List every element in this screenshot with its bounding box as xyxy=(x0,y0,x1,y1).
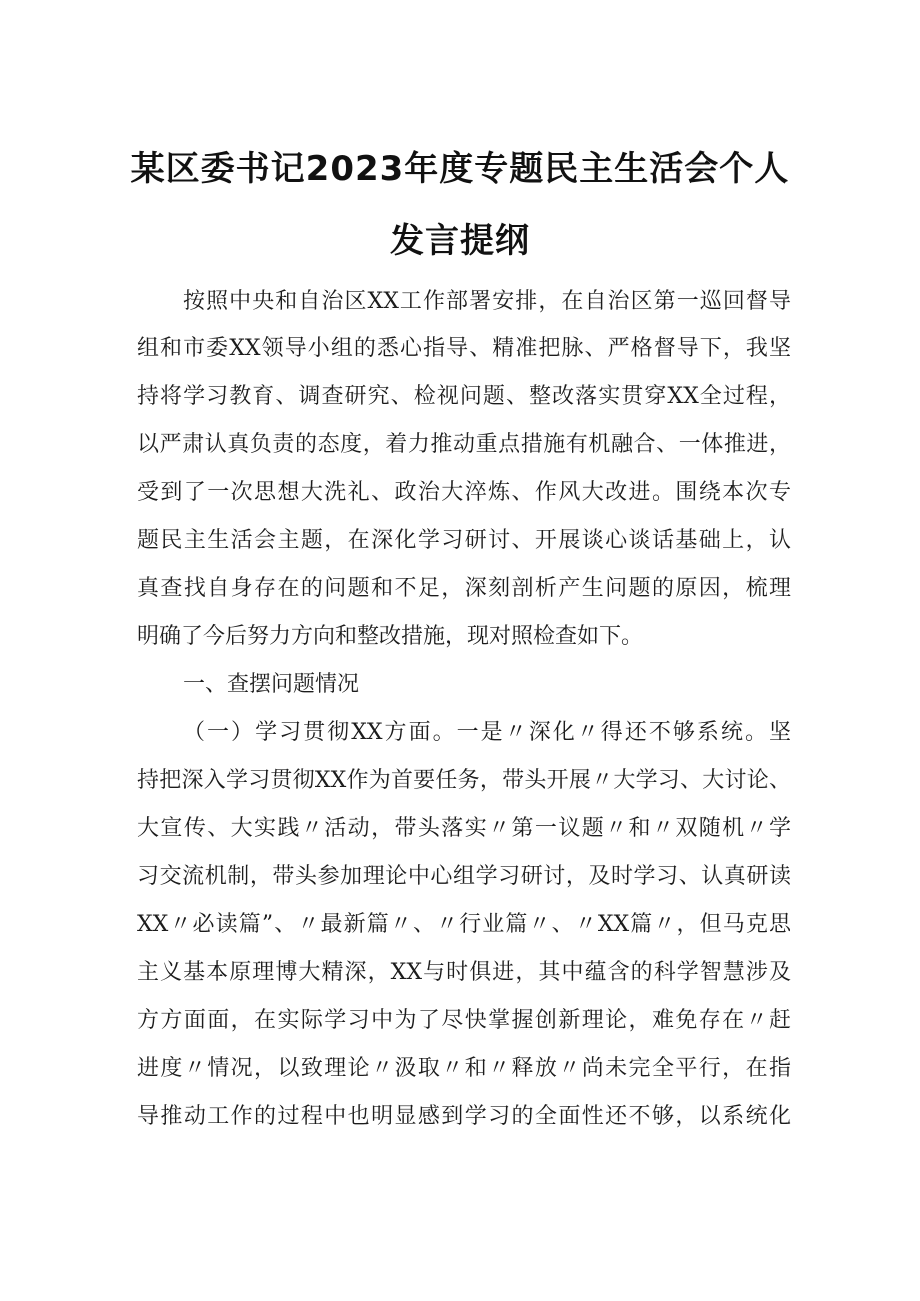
paragraph-2-line: 主义基本原理博大精深，XX与时俱进，其中蕴含的科学智慧涉及 xyxy=(137,960,791,985)
paragraph-2-line: （一）学习贯彻XX方面。一是〃深化〃得还不够系统。坚 xyxy=(183,720,791,745)
section-heading: 一、查摆问题情况 xyxy=(183,672,360,697)
paragraph-1-line: 受到了一次思想大洗礼、政治大淬炼、作风大改进。围绕本次专 xyxy=(137,480,791,505)
paragraph-1-line: 组和市委XX领导小组的悉心指导、精准把脉、严格督导下，我坚 xyxy=(137,336,791,361)
paragraph-2-line: 导推动工作的过程中也明显感到学习的全面性还不够，以系统化 xyxy=(137,1104,791,1129)
paragraph-1-line: 题民主生活会主题，在深化学习研讨、开展谈心谈话基础上，认 xyxy=(137,528,791,553)
document-title-line-2: 发言提纲 xyxy=(390,221,530,261)
paragraph-1-line: 真查找自身存在的问题和不足，深刻剖析产生问题的原因，梳理 xyxy=(137,576,791,601)
paragraph-2-line: 习交流机制，带头参加理论中心组学习研讨，及时学习、认真研读 xyxy=(137,864,791,889)
paragraph-2-line: 进度〃情况，以致理论〃汲取〃和〃释放〃尚未完全平行，在指 xyxy=(137,1056,791,1081)
paragraph-1-line: 按照中央和自治区XX工作部署安排，在自治区第一巡回督导 xyxy=(183,289,791,314)
document-title-line-1: 某区委书记2023年度专题民主生活会个人 xyxy=(130,149,790,189)
paragraph-2-line: XX〃必读篇”、〃最新篇〃、〃行业篇〃、〃XX篇〃，但马克思 xyxy=(137,912,791,937)
paragraph-2-line: 持把深入学习贯彻XX作为首要任务，带头开展〃大学习、大讨论、 xyxy=(137,768,791,793)
paragraph-1-line: 以严肃认真负责的态度，着力推动重点措施有机融合、一体推进， xyxy=(137,432,791,457)
paragraph-1-line: 明确了今后努力方向和整改措施，现对照检查如下。 xyxy=(137,624,644,649)
paragraph-1-line: 持将学习教育、调查研究、检视问题、整改落实贯穿XX全过程， xyxy=(137,384,791,409)
paragraph-2-line: 方方面面，在实际学习中为了尽快掌握创新理论，难免存在〃赶 xyxy=(137,1008,791,1033)
paragraph-2-line: 大宣传、大实践〃活动，带头落实〃第一议题〃和〃双随机〃学 xyxy=(137,816,791,841)
